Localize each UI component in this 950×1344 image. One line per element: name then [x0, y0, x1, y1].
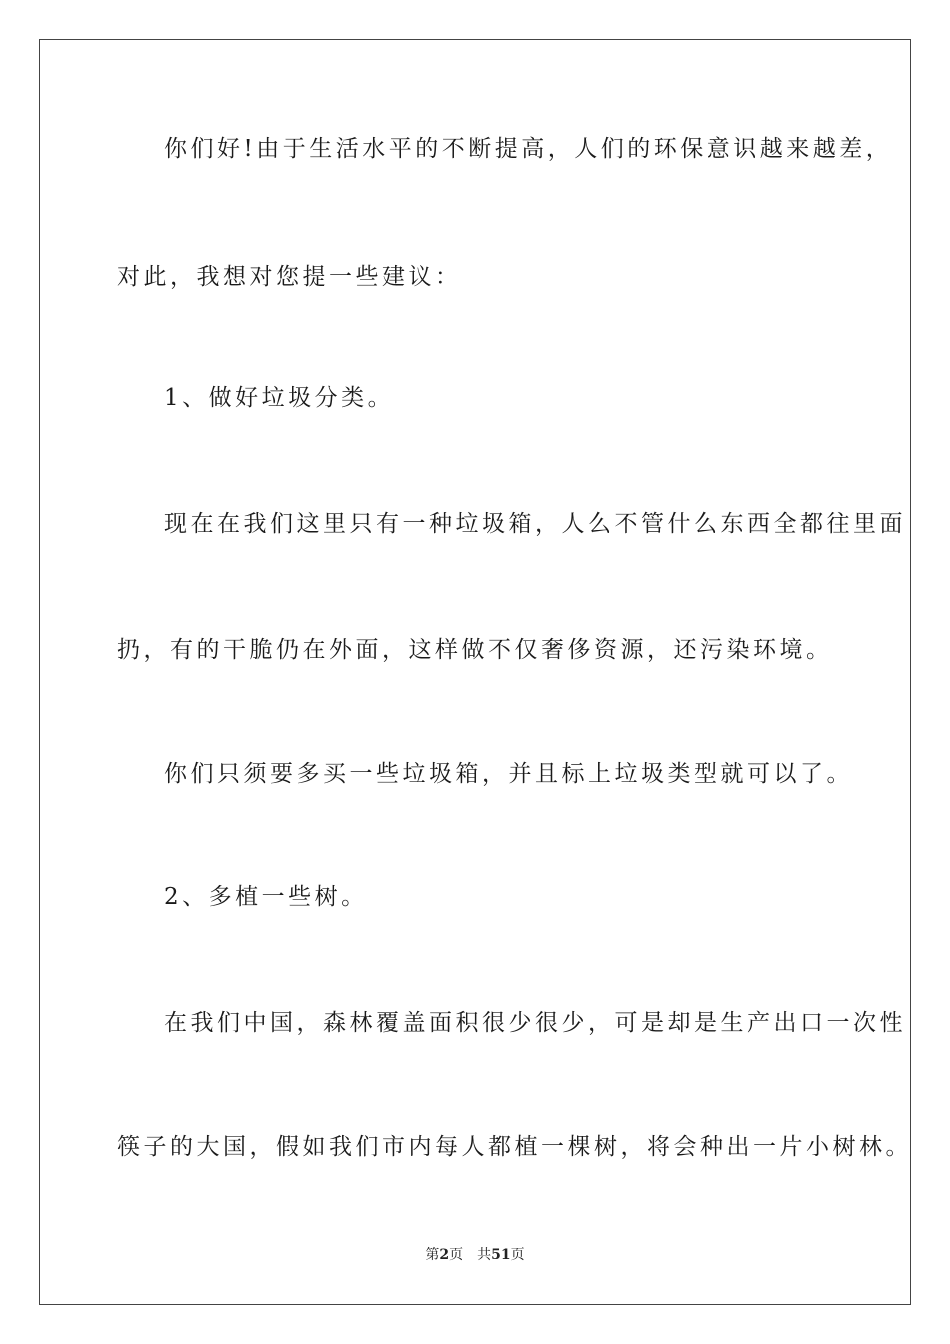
- total-suffix: 页: [510, 1247, 525, 1263]
- page-suffix: 页: [449, 1247, 464, 1263]
- paragraph-line-4: 扔，有的干脆仍在外面，这样做不仅奢侈资源，还污染环境。: [117, 637, 833, 663]
- page-prefix: 第: [425, 1247, 440, 1263]
- page-border: [39, 39, 911, 1305]
- paragraph-line-1: 你们好!由于生活水平的不断提高，人们的环保意识越来越差，: [164, 136, 893, 162]
- total-prefix: 共: [477, 1247, 492, 1263]
- page-number: 2: [439, 1247, 450, 1263]
- paragraph-line-6: 在我们中国，森林覆盖面积很少很少，可是却是生产出口一次性: [164, 1010, 906, 1036]
- paragraph-line-2: 对此，我想对您提一些建议：: [117, 264, 462, 290]
- paragraph-line-7: 筷子的大国，假如我们市内每人都植一棵树，将会种出一片小树林。: [117, 1134, 912, 1160]
- paragraph-line-5: 你们只须要多买一些垃圾箱，并且标上垃圾类型就可以了。: [164, 761, 853, 787]
- paragraph-line-3: 现在在我们这里只有一种垃圾箱，人么不管什么东西全都往里面: [164, 511, 906, 537]
- list-item-heading-2: 2、多植一些树。: [164, 884, 368, 910]
- total-pages: 51: [491, 1247, 511, 1263]
- page-footer: [0, 1244, 950, 1264]
- list-item-heading-1: 1、做好垃圾分类。: [164, 385, 395, 411]
